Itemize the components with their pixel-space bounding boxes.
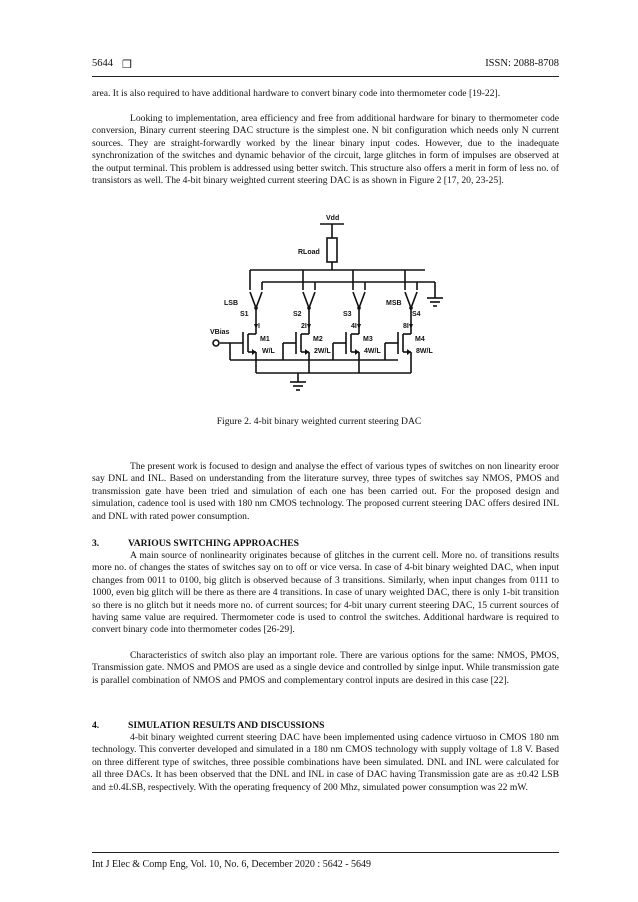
paragraph-4: A main source of nonlinearity originates because of glitches in the current cell. More no. of transitions results more no. of changes the states of switches say on to off or vice versa. In case of 4-bit binary weighted DAC, when input changes from 0011 to 0100, big glitch is observed because of 3 transitions. Similarly, when input changes from 0111 to 1000, even big glitch will be there as there are 4 transitions. In case of unary weighted DAC, there is only 1-bit transition so there is no glitch but it needs more no. of current sources; for 4-bit unary current steering DAC, 15 current sources of having same value are required. Thermometer code is used to control the switches. Additional hardware is required to convert binary code into thermometer codes [26-29]. [92, 550, 559, 636]
current-label-1: I [258, 323, 260, 330]
vbias-label: VBias [210, 329, 230, 336]
current-label-2: 2I [301, 323, 307, 330]
figure-caption: Figure 2. 4-bit binary weighted current steering DAC [216, 416, 422, 427]
vdd-label: Vdd [326, 215, 340, 222]
ratio-label-4: 4W/L [364, 348, 381, 355]
transistor-label-m4: M4 [415, 336, 425, 343]
page-number: 5644 [92, 58, 113, 69]
transistor-label-m1: M1 [260, 336, 270, 343]
paragraph-6: 4-bit binary weighted current steering DAC have been implemented using cadence virtuoso in CMOS 180 nm technology. This converter developed and simulated in a 180 nm CMOS technology with supply voltage of 1.8 V. Based on three different type of switches, three possible combinations have been simulated. DNL and INL were calculated for all three DACs. It has been observed that the DNL and INL in case of DAC having Transmission gate are as ±0.42 LSB and ±0.4LSB, respectively. With the operating frequency of 200 Mhz, simulated power consumption was 22 mW. [92, 732, 559, 793]
ratio-label-1: W/L [262, 348, 275, 355]
rload-label: RLoad [298, 249, 320, 256]
paragraph-5: Characteristics of switch also play an important role. There are various options for the same: NMOS, PMOS, Transmission gate. NMOS and PMOS are used as a single device and controlled by sinlge input. While transmission gate is parallel combination of NMOS and PMOS and complementary control inputs are desired in this case [22]. [92, 650, 559, 686]
switch-label-s3: S3 [343, 311, 352, 318]
paragraph-2: Looking to implementation, area efficiency and free from additional hardware for binary to thermometer code conversion, Binary current steering DAC structure is the simplest one. N bit configuration which needs only N current sources. They are straight-forwardly worked by the linear binary input codes. However, due to the inadequate synchronization of the switches and dynamic behavior of the circuit, large glitches in form of impulses are observed at the output terminal. This problem is addressed using better switch. This structure also offers a merit in form of less no. of transistors as well. The 4-bit binary weighted current steering DAC is as shown in Figure 2 [17, 20, 23-25]. [92, 113, 559, 187]
section-3-title: VARIOUS SWITCHING APPROACHES [128, 538, 299, 549]
section-4-title: SIMULATION RESULTS AND DISCUSSIONS [128, 720, 325, 731]
header-symbol: ❒ [122, 59, 132, 71]
paragraph-1: area. It is also required to have additional hardware to convert binary code into thermometer code [19-22]. [92, 88, 501, 99]
switch-label-s4: S4 [412, 311, 421, 318]
issn-label: ISSN: 2088-8708 [485, 58, 559, 69]
msb-label: MSB [386, 300, 402, 307]
header-rule [92, 76, 559, 77]
lsb-label: LSB [224, 300, 238, 307]
footer-rule [92, 852, 559, 853]
switch-label-s1: S1 [240, 311, 249, 318]
section-4-heading [92, 720, 324, 731]
footer-citation: Int J Elec & Comp Eng, Vol. 10, No. 6, December 2020 : 5642 - 5649 [92, 859, 372, 870]
current-label-8: 8I [403, 323, 409, 330]
ratio-label-8: 8W/L [416, 348, 433, 355]
section-3-number: 3. [92, 538, 100, 549]
transistor-label-m2: M2 [313, 336, 323, 343]
paragraph-3: The present work is focused to design and analyse the effect of various types of switches on non linearity eroor say DNL and INL. Based on understanding from the literature survey, three types of switches say NMOS, PMOS and transmission gate have been tried and simulation of each one has been carried out. For the proposed design and simulation, cadence tool is used with 180 nm CMOS technology. The proposed current steering DAC offers desired INL and DNL with rated power consumption. [92, 461, 559, 522]
section-4-number: 4. [92, 720, 100, 731]
section-3-heading [92, 538, 299, 549]
transistor-label-m3: M3 [363, 336, 373, 343]
circuit-diagram [200, 210, 450, 410]
current-label-4: 4I [351, 323, 357, 330]
ratio-label-2: 2W/L [314, 348, 331, 355]
switch-label-s2: S2 [293, 311, 302, 318]
